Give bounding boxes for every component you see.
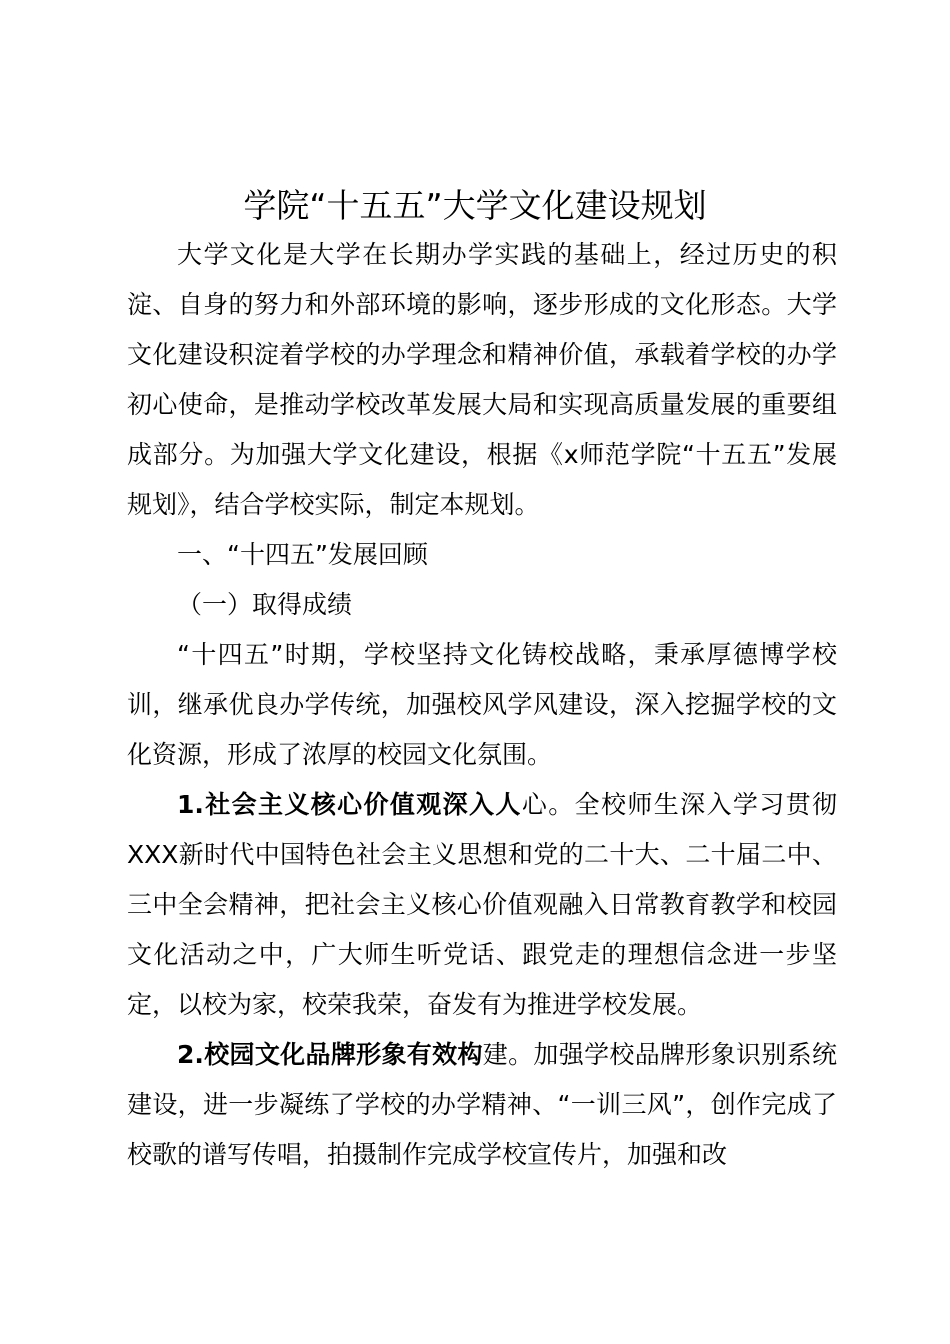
document-title: 学院“十五五”大学文化建设规划: [243, 186, 707, 225]
achievements-paragraph: “十四五”时期，学校坚持文化铸校战略，秉承厚德博学校训，继承优良办学传统，加强校风学风建设，深入挖掘学校的文化资源，形成了浓厚的校园文化氛围。: [127, 640, 837, 769]
item-2-paragraph: [127, 1030, 837, 1180]
item-1-heading: 1.社会主义核心价值观深入人: [177, 790, 522, 819]
section-heading: 一、“十四五”发展回顾: [177, 540, 428, 569]
intro-paragraph: 大学文化是大学在长期办学实践的基础上，经过历史的积淀、自身的努力和外部环境的影响，逐步形成的文化形态。大学文化建设积淀着学校的办学理念和精神价值，承载着学校的办学初心使命，是推动学校改革发展大局和实现高质量发展的重要组成部分。为加强大学文化建设，根据《x师范学院“十五五”发展规划》，结合学校实际，制定本规划。: [127, 240, 837, 519]
item-2-text: 建。加强学校品牌形象识别系统建设，进一步凝练了学校的办学精神、“一训三风”，创作完成了校歌的谱写传唱，拍摄制作完成学校宣传片，加强和改: [127, 1040, 837, 1169]
item-2-heading: 2.校园文化品牌形象有效构: [177, 1040, 483, 1069]
subsection-heading: （一）取得成绩: [177, 590, 353, 619]
item-1-text: 心。全校师生深入学习贯彻XXX新时代中国特色社会主义思想和党的二十大、二十届二中、三中全会精神，把社会主义核心价值观融入日常教育教学和校园文化活动之中，广大师生听党话、跟党走的理想信念进一步坚定，以校为家，校荣我荣，奋发有为推进学校发展。: [127, 790, 837, 1019]
document-body: [127, 230, 837, 1180]
item-1-paragraph: [127, 780, 837, 1030]
